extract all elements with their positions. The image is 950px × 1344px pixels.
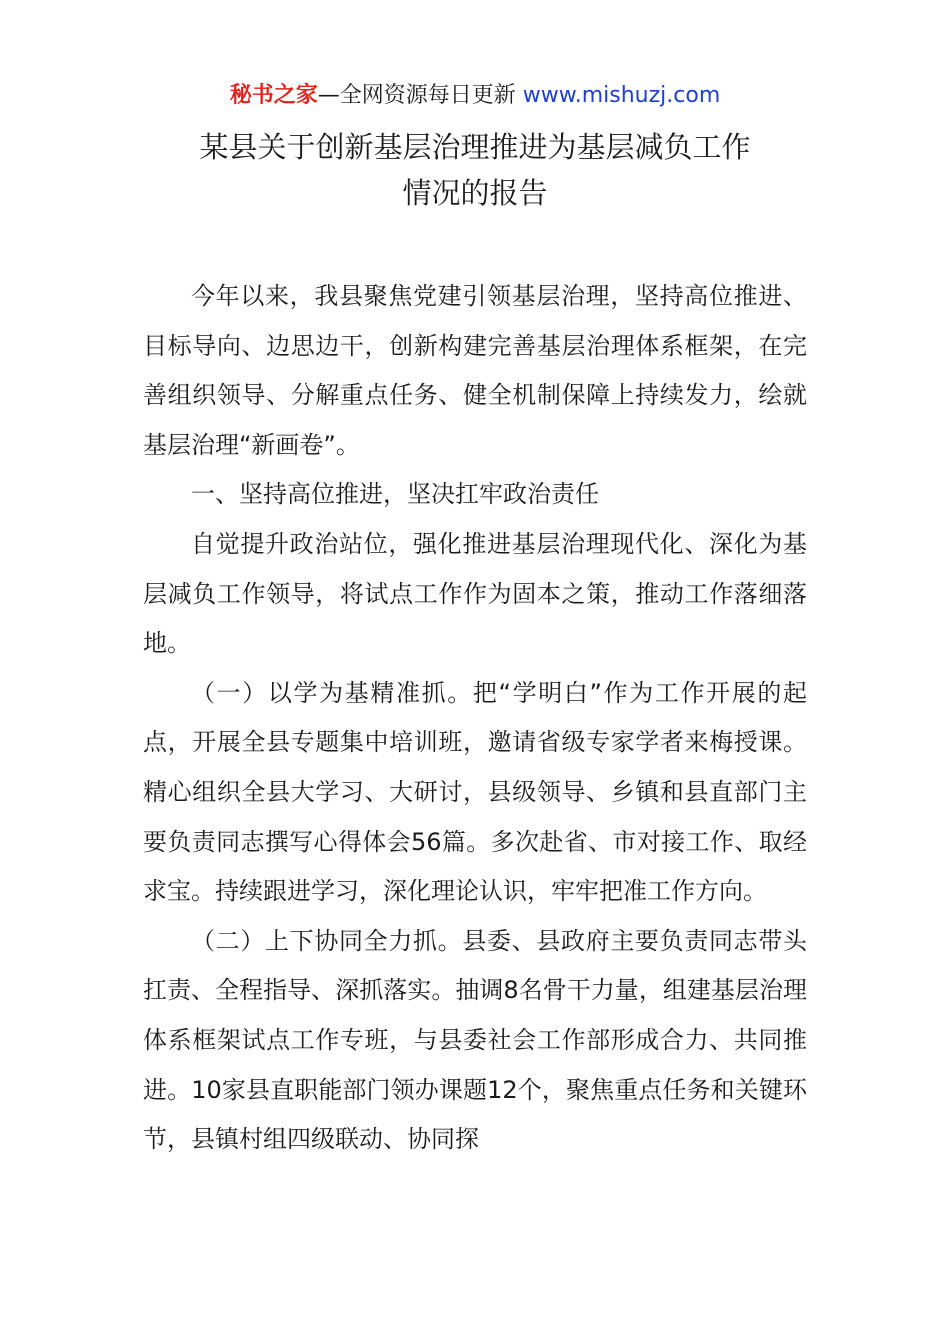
body-paragraph: （一）以学为基精准抓。把“学明白”作为工作开展的起点，开展全县专题集中培训班，邀请省级专家学者来梅授课。精心组织全县大学习、大研讨，县级领导、乡镇和县直部门主要负责同志撰写心得体会56篇。多次赴省、市对接工作、取经求宝。持续跟进学习，深化理论认识，牢牢把准工作方向。	[143, 678, 807, 906]
site-url-link[interactable]: www.mishuzj.com	[522, 83, 721, 108]
site-header	[0, 80, 950, 112]
body-paragraph: （二）上下协同全力抓。县委、县政府主要负责同志带头扛责、全程指导、深抓落实。抽调8名骨干力量，组建基层治理体系框架试点工作专班，与县委社会工作部形成合力、共同推进。10家县直职能部门领办课题12个，聚焦重点任务和关键环节，县镇村组四级联动、协同探	[143, 926, 807, 1154]
intro-paragraph: 今年以来，我县聚焦党建引领基层治理，坚持高位推进、目标导向、边思边干，创新构建完善基层治理体系框架，在完善组织领导、分解重点任务、健全机制保障上持续发力，绘就基层治理“新画卷”。	[143, 282, 807, 459]
header-tagline: —全网资源每日更新	[317, 83, 523, 108]
document-title	[0, 124, 950, 216]
brand-name: 秘书之家	[229, 83, 318, 108]
title-line-2: 情况的报告	[402, 176, 548, 210]
document-body	[143, 272, 807, 1165]
section-heading: 一、坚持高位推进，坚决扛牢政治责任	[191, 480, 599, 509]
body-paragraph: 自觉提升政治站位，强化推进基层治理现代化、深化为基层减负工作领导，将试点工作作为固本之策，推动工作落细落地。	[143, 529, 807, 658]
title-line-1: 某县关于创新基层治理推进为基层减负工作	[199, 130, 751, 164]
